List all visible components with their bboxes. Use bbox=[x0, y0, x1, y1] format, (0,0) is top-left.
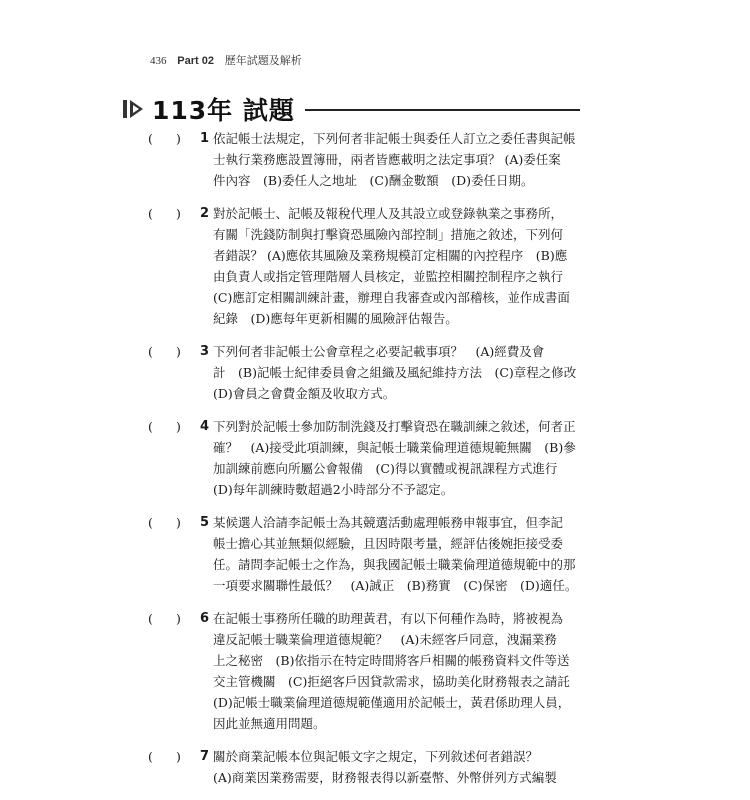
question-item bbox=[148, 608, 578, 734]
question-number: 1 bbox=[200, 131, 210, 146]
question-text-line: 對於記帳士、記帳及報稅代理人及其設立或登錄執業之事務所， bbox=[213, 206, 564, 221]
question-list bbox=[148, 128, 578, 800]
question-text-line: 紀錄 (D)應每年更新相關的風險評估報告。 bbox=[213, 311, 458, 326]
question-text-line: 下列何者非記帳士公會章程之必要記載事項？ (A)經費及會 bbox=[213, 344, 545, 359]
answer-blank-left: ( bbox=[148, 749, 153, 764]
answer-blank-right: ) bbox=[176, 206, 181, 221]
part-label: Part 02 bbox=[177, 55, 214, 67]
question-number: 5 bbox=[200, 515, 210, 530]
question-number: 6 bbox=[200, 611, 210, 626]
answer-blank-left: ( bbox=[148, 131, 153, 146]
exam-title: 113年 試題 bbox=[152, 96, 295, 125]
play-arrow-icon bbox=[122, 98, 144, 120]
question-text-line: 依記帳士法規定，下列何者非記帳士與委任人訂立之委任書與記帳 bbox=[213, 131, 576, 146]
question-text-line: 某候選人洽請李記帳士為其競選活動處理帳務申報事宜，但李記 bbox=[213, 515, 564, 530]
question-item bbox=[148, 512, 578, 596]
question-text-line: 士執行業務應設置簿冊，兩者皆應載明之法定事項？ (A)委任案 bbox=[213, 152, 561, 167]
question-text bbox=[213, 746, 578, 788]
question-text bbox=[213, 416, 578, 500]
answer-blank-left: ( bbox=[148, 206, 153, 221]
answer-blank-right: ) bbox=[176, 419, 181, 434]
question-text-line: 有關「洗錢防制與打擊資恐風險內部控制」措施之敘述，下列何 bbox=[213, 227, 564, 242]
answer-blank-right: ) bbox=[176, 131, 181, 146]
question-text-line: 交主管機關 (C)拒絕客戶因貸款需求，協助美化財務報表之請託 bbox=[213, 674, 570, 689]
question-number: 2 bbox=[200, 206, 210, 221]
question-item bbox=[148, 128, 578, 191]
answer-blank-right: ) bbox=[176, 344, 181, 359]
page-number: 436 bbox=[150, 55, 167, 67]
question-item bbox=[148, 341, 578, 404]
question-item bbox=[148, 203, 578, 329]
question-text-line: 任。請問李記帳士之作為，與我國記帳士職業倫理道德規範中的那 bbox=[213, 557, 576, 572]
question-text-line: 由負責人或指定管理階層人員核定，並監控相關控制程序之執行 bbox=[213, 269, 564, 284]
page-header bbox=[150, 52, 302, 68]
question-text-line: (D)會員之會費金額及收取方式。 bbox=[213, 386, 396, 401]
question-text-line: (D)記帳士職業倫理道德規範僅適用於記帳士，黃君係助理人員， bbox=[213, 695, 571, 710]
question-text-line: 下列對於記帳士參加防制洗錢及打擊資恐在職訓練之敘述，何者正 bbox=[213, 419, 576, 434]
question-text-line: 者錯誤？ (A)應依其風險及業務規模訂定相關的內控程序 (B)應 bbox=[213, 248, 568, 263]
question-text-line: 違反記帳士職業倫理道德規範？ (A)未經客戶同意，洩漏業務 bbox=[213, 632, 557, 647]
question-text bbox=[213, 128, 578, 191]
question-item bbox=[148, 416, 578, 500]
question-text-line: (C)應訂定相關訓練計畫，辦理自我審查或內部稽核，並作成書面 bbox=[213, 290, 570, 305]
question-number: 4 bbox=[200, 419, 210, 434]
answer-blank-left: ( bbox=[148, 515, 153, 530]
question-text-line: 加訓練前應向所屬公會報備 (C)得以實體或視訊課程方式進行 bbox=[213, 461, 558, 476]
answer-blank-right: ) bbox=[176, 515, 181, 530]
answer-blank-left: ( bbox=[148, 611, 153, 626]
question-text-line: 件內容 (B)委任人之地址 (C)酬金數額 (D)委任日期。 bbox=[213, 173, 534, 188]
question-text-line: 確？ (A)接受此項訓練，與記帳士職業倫理道德規範無關 (B)參 bbox=[213, 440, 576, 455]
question-text-line: 在記帳士事務所任職的助理黃君，有以下何種作為時，將被視為 bbox=[213, 611, 564, 626]
question-text-line: 帳士擔心其並無類似經驗，且因時限考量，經評估後婉拒接受委 bbox=[213, 536, 564, 551]
question-text-line: 上之秘密 (B)依指示在特定時間將客戶相關的帳務資料文件等送 bbox=[213, 653, 570, 668]
answer-blank-right: ) bbox=[176, 749, 181, 764]
question-text-line: 計 (B)記帳士紀律委員會之組織及風紀維持方法 (C)章程之修改 bbox=[213, 365, 577, 380]
question-text bbox=[213, 203, 578, 329]
question-text bbox=[213, 608, 578, 734]
question-text bbox=[213, 512, 578, 596]
exam-title-row bbox=[122, 92, 580, 126]
question-number: 7 bbox=[200, 749, 210, 764]
question-text-line: (D)每年訓練時數超過2小時部分不予認定。 bbox=[213, 482, 454, 497]
answer-blank-left: ( bbox=[148, 419, 153, 434]
question-text-line: 關於商業記帳本位與記帳文字之規定，下列敘述何者錯誤？ bbox=[213, 749, 539, 764]
question-number: 3 bbox=[200, 344, 210, 359]
question-text bbox=[213, 341, 578, 404]
question-text-line: 一項要求關聯性最低？ (A)誠正 (B)務實 (C)保密 (D)適任。 bbox=[213, 578, 578, 593]
answer-blank-left: ( bbox=[148, 344, 153, 359]
section-title: 歷年試題及解析 bbox=[224, 55, 302, 67]
question-text-line: (A)商業因業務需要，財務報表得以新臺幣、外幣併列方式編製 bbox=[213, 770, 557, 785]
title-rule bbox=[305, 109, 580, 111]
answer-blank-right: ) bbox=[176, 611, 181, 626]
question-text-line: 因此並無適用問題。 bbox=[213, 716, 326, 731]
question-item bbox=[148, 746, 578, 788]
